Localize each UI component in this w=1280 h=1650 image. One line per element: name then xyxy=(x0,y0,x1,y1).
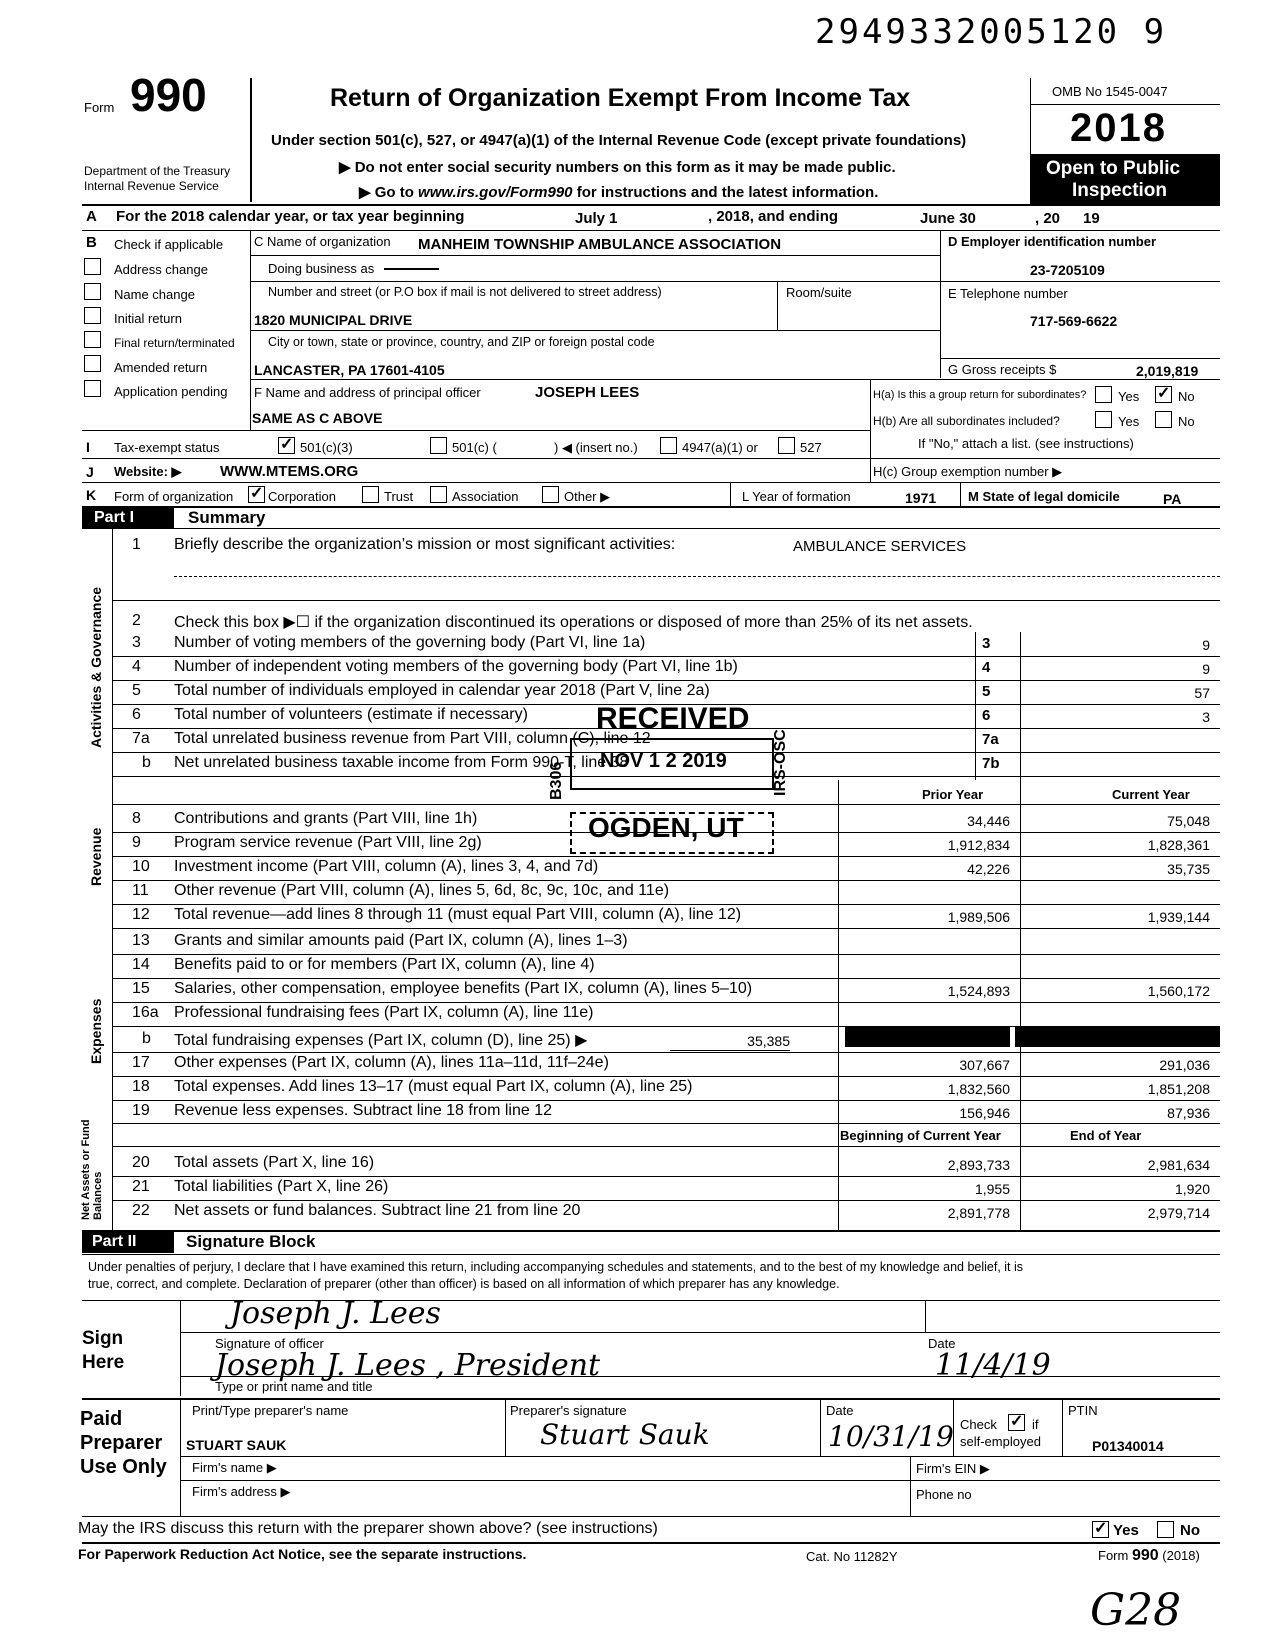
dba-label: Doing business as xyxy=(268,261,375,276)
exp-line-num: 14 xyxy=(132,956,150,973)
address-change-label: Address change xyxy=(114,262,208,277)
gov-line-num: 6 xyxy=(132,706,141,723)
org-name-label: C Name of organization xyxy=(254,234,391,249)
rev-prior-value[interactable]: 34,446 xyxy=(967,813,1010,829)
tax-year-begin[interactable]: July 1 xyxy=(575,210,618,227)
form-subtitle: Under section 501(c), 527, or 4947(a)(1) of the Internal Revenue Code (except private foundations) xyxy=(271,132,967,149)
ha-no-checkbox[interactable] xyxy=(1155,386,1172,403)
rev-prior-value[interactable]: 42,226 xyxy=(967,861,1010,877)
side-exp: Expenses xyxy=(88,998,104,1064)
rev-current-value[interactable]: 1,828,361 xyxy=(1147,837,1210,853)
firm-ein-label: Firm's EIN ▶ xyxy=(916,1461,990,1476)
dept-line1: Department of the Treasury xyxy=(84,164,231,178)
self-employed-checkbox[interactable] xyxy=(1008,1414,1025,1431)
gov-line-num: b xyxy=(142,754,151,771)
hb-yes-checkbox[interactable] xyxy=(1095,411,1112,428)
rev-line-num: 9 xyxy=(132,834,141,851)
inspection: Inspection xyxy=(1072,180,1168,201)
year-formation-label: L Year of formation xyxy=(742,489,851,504)
officer-label: F Name and address of principal officer xyxy=(254,385,481,400)
line-j-label: J xyxy=(86,464,94,480)
exp2-prior-value[interactable]: 307,667 xyxy=(959,1057,1010,1073)
tax-year-end-yr[interactable]: 19 xyxy=(1083,210,1100,227)
gov-line-box: 5 xyxy=(982,683,991,700)
prep-signature[interactable]: Stuart Sauk xyxy=(540,1418,710,1451)
sig-officer-label: Signature of officer xyxy=(215,1336,324,1351)
rev-line-num: 12 xyxy=(132,906,150,923)
exp2-line-num: 19 xyxy=(132,1102,150,1119)
amended-return-checkbox[interactable] xyxy=(84,355,101,372)
prep-name-label: Print/Type preparer's name xyxy=(192,1403,349,1418)
paid-label: Paid xyxy=(80,1408,123,1430)
gov-line-box: 3 xyxy=(982,635,991,652)
insert-no-label: ) ◀ (insert no.) xyxy=(554,440,638,455)
type-print-label: Type or print name and title xyxy=(215,1379,373,1394)
exp2-prior-value[interactable]: 1,832,560 xyxy=(947,1081,1010,1097)
sign-date[interactable]: 11/4/19 xyxy=(935,1348,1051,1383)
sign-label: Sign xyxy=(82,1328,124,1349)
name-change-label: Name change xyxy=(114,287,195,302)
line1-num: 1 xyxy=(132,536,141,553)
initial-return-checkbox[interactable] xyxy=(84,307,101,324)
exp2-current-value[interactable]: 87,936 xyxy=(1167,1105,1210,1121)
footer-form: Form 990 (2018) xyxy=(1098,1547,1200,1564)
stamp-right: IRS-OSC xyxy=(772,729,789,796)
line16b-num: b xyxy=(142,1030,151,1047)
part1-title: Summary xyxy=(188,508,266,527)
line-a-text: For the 2018 calendar year, or tax year beginning xyxy=(116,208,465,225)
exp2-current-value[interactable]: 1,851,208 xyxy=(1147,1081,1210,1097)
perjury-line2: true, correct, and complete. Declaration of preparer (other than officer) is based on all information of which preparer has any knowledge. xyxy=(88,1277,840,1291)
hb-note: If "No," attach a list. (see instructions) xyxy=(918,436,1134,451)
501c-checkbox[interactable] xyxy=(430,437,447,454)
phone-label: E Telephone number xyxy=(948,286,1068,301)
omb-number: OMB No 1545-0047 xyxy=(1052,84,1168,99)
line-a-yr-prefix: , 20 xyxy=(1035,210,1061,227)
line-i-label: I xyxy=(86,439,90,455)
exp-line-num: 15 xyxy=(132,980,150,997)
net-line-num: 22 xyxy=(132,1202,150,1219)
fundraising-expenses[interactable]: 35,385 xyxy=(747,1033,790,1049)
rev-line-num: 8 xyxy=(132,810,141,827)
exp2-current-value[interactable]: 291,036 xyxy=(1159,1057,1210,1073)
rev-prior-value[interactable]: 1,912,834 xyxy=(947,837,1010,853)
trust-checkbox[interactable] xyxy=(362,486,379,503)
col-end-year: End of Year xyxy=(1070,1128,1142,1143)
domicile-label: M State of legal domicile xyxy=(968,489,1120,504)
exp-line-text: Benefits paid to or for members (Part IX, column (A), line 4) xyxy=(174,956,595,973)
street[interactable]: 1820 MUNICIPAL DRIVE xyxy=(254,312,413,328)
trust-label: Trust xyxy=(384,489,414,504)
ein-label: D Employer identification number xyxy=(948,234,1157,249)
exp2-prior-value[interactable]: 156,946 xyxy=(959,1105,1010,1121)
corporation-checkbox[interactable] xyxy=(248,486,265,503)
net-prior-value[interactable]: 1,955 xyxy=(974,1181,1010,1197)
exp2-line-num: 17 xyxy=(132,1054,150,1071)
net-line-text: Total liabilities (Part X, line 26) xyxy=(174,1178,389,1195)
gov-line-box: 7b xyxy=(982,755,1000,772)
ha-yes: Yes xyxy=(1118,389,1140,404)
col-prior-year: Prior Year xyxy=(922,787,984,802)
ha-yes-checkbox[interactable] xyxy=(1095,386,1112,403)
rev-current-value[interactable]: 1,939,144 xyxy=(1147,909,1210,925)
exp-line-num: 13 xyxy=(132,932,150,949)
rev-line-num: 11 xyxy=(132,882,149,899)
application-pending-checkbox[interactable] xyxy=(84,380,101,397)
hb-yes: Yes xyxy=(1118,414,1140,429)
rev-line-text: Total revenue—add lines 8 through 11 (must equal Part VIII, column (A), line 12) xyxy=(174,906,742,923)
gov-line-box: 4 xyxy=(982,659,991,676)
officer-name[interactable]: JOSEPH LEES xyxy=(535,384,640,401)
side-net: Net Assets or Fund Balances xyxy=(80,1119,104,1220)
rev-line-text: Contributions and grants (Part VIII, line 1h) xyxy=(174,810,478,827)
tax-exempt-status-label: Tax-exempt status xyxy=(114,440,220,455)
net-current-value[interactable]: 1,920 xyxy=(1174,1181,1210,1197)
form-title: Return of Organization Exempt From Income Tax xyxy=(330,84,911,112)
shaded-cell-current xyxy=(1015,1027,1220,1047)
preparer-label: Preparer xyxy=(80,1432,163,1454)
ptin[interactable]: P01340014 xyxy=(1092,1438,1164,1454)
col-begin-year: Beginning of Current Year xyxy=(840,1128,1001,1143)
instructions-notice: ▶ Go to www.irs.gov/Form990 for instructions and the latest information. xyxy=(359,184,879,201)
rev-current-value[interactable]: 75,048 xyxy=(1167,813,1210,829)
exp-line-num: 16a xyxy=(132,1004,159,1021)
501c3-checkbox[interactable] xyxy=(278,437,295,454)
final-return-checkbox[interactable] xyxy=(84,331,101,348)
line-k-label: K xyxy=(86,487,97,503)
firm-address-label: Firm's address ▶ xyxy=(192,1484,291,1499)
gov-line-num: 4 xyxy=(132,658,141,675)
stamp-received: RECEIVED xyxy=(596,702,750,735)
discuss-no-checkbox[interactable] xyxy=(1157,1521,1174,1538)
part2-tag: Part II xyxy=(92,1233,137,1250)
amended-return-label: Amended return xyxy=(114,360,208,375)
firm-phone-label: Phone no xyxy=(916,1487,972,1502)
rev-line-text: Investment income (Part VIII, column (A), lines 3, 4, and 7d) xyxy=(174,858,599,875)
line-a-mid: , 2018, and ending xyxy=(708,208,839,225)
perjury-line1: Under penalties of perjury, I declare that I have examined this return, including accompanying schedules and statements, and to the best of my knowledge and belief, it is xyxy=(88,1260,1024,1274)
exp-line-text: Salaries, other compensation, employee benefits (Part IX, column (A), lines 5–10) xyxy=(174,980,753,997)
part1-tag: Part I xyxy=(94,509,135,526)
stamp-city: OGDEN, UT xyxy=(588,812,744,843)
prep-date-label: Date xyxy=(826,1403,854,1418)
city-label: City or town, state or province, country, and ZIP or foreign postal code xyxy=(268,335,655,349)
corporation-label: Corporation xyxy=(268,489,336,504)
dba-dash xyxy=(384,268,439,270)
discuss-no: No xyxy=(1180,1522,1200,1539)
ptin-label: PTIN xyxy=(1068,1403,1098,1418)
gov-line-box: 7a xyxy=(982,731,999,748)
stamp-number: 2949332005120 9 xyxy=(815,12,1168,52)
501c-label: 501(c) ( xyxy=(452,440,497,455)
exp-line-text: Professional fundraising fees (Part IX, column (A), line 11e) xyxy=(174,1004,594,1021)
firm-name-label: Firm's name ▶ xyxy=(192,1460,277,1475)
501c3-label: 501(c)(3) xyxy=(300,440,353,455)
room-label: Room/suite xyxy=(786,285,852,300)
side-rev: Revenue xyxy=(88,827,104,886)
line2-text: Check this box ▶☐ if the organization discontinued its operations or disposed of more than 25% of its net assets. xyxy=(174,614,973,631)
discuss-yes-checkbox[interactable] xyxy=(1092,1521,1109,1538)
name-change-checkbox[interactable] xyxy=(84,283,101,300)
stamp-date: NOV 1 2 2019 xyxy=(600,750,727,772)
officer-address[interactable]: SAME AS C ABOVE xyxy=(252,410,383,426)
prep-name[interactable]: STUART SAUK xyxy=(186,1437,287,1453)
rev-line-text: Program service revenue (Part VIII, line 2g) xyxy=(174,834,482,851)
check-if-applicable: Check if applicable xyxy=(114,237,224,252)
line16b-text: Total fundraising expenses (Part IX, column (D), line 25) ▶ xyxy=(174,1032,588,1049)
discuss-yes: Yes xyxy=(1113,1522,1139,1539)
check-label: Check xyxy=(960,1417,997,1432)
domicile[interactable]: PA xyxy=(1163,491,1182,507)
gov-line-text: Total unrelated business revenue from Part VIII, column (C), line 12 xyxy=(174,730,651,747)
shaded-cell-prior xyxy=(845,1027,1010,1047)
gov-line-text: Number of independent voting members of the governing body (Part VI, line 1b) xyxy=(174,658,738,675)
rev-prior-value[interactable]: 1,989,506 xyxy=(947,909,1010,925)
other-label: Other ▶ xyxy=(564,489,611,504)
here-label: Here xyxy=(82,1352,125,1373)
4947-checkbox[interactable] xyxy=(660,437,677,454)
dept-line2: Internal Revenue Service xyxy=(84,179,219,193)
gov-line-value[interactable]: 9 xyxy=(1202,637,1210,653)
use-only-label: Use Only xyxy=(80,1456,167,1478)
if-label: if xyxy=(1032,1417,1039,1432)
margin-note: G28 xyxy=(1090,1585,1182,1636)
exp2-line-num: 18 xyxy=(132,1078,150,1095)
prep-sig-label: Preparer's signature xyxy=(510,1403,627,1418)
hc-label: H(c) Group exemption number ▶ xyxy=(873,464,1063,479)
gov-line-value[interactable]: 9 xyxy=(1202,661,1210,677)
exp2-line-text: Revenue less expenses. Subtract line 18 from line 12 xyxy=(174,1102,552,1119)
org-name[interactable]: MANHEIM TOWNSHIP AMBULANCE ASSOCIATION xyxy=(418,236,782,253)
application-pending-label: Application pending xyxy=(114,384,228,399)
exp2-line-text: Total expenses. Add lines 13–17 (must equal Part IX, column (A), line 25) xyxy=(174,1078,693,1095)
self-employed-label: self-employed xyxy=(960,1434,1041,1449)
discuss-question: May the IRS discuss this return with the preparer shown above? (see instructions) xyxy=(78,1520,658,1537)
gov-line-text: Number of voting members of the governing body (Part VI, line 1a) xyxy=(174,634,646,651)
ha-label: H(a) Is this a group return for subordinates? xyxy=(873,389,1087,401)
gross-receipts[interactable]: 2,019,819 xyxy=(1136,363,1199,379)
exp-line-text: Grants and similar amounts paid (Part IX, column (A), lines 1–3) xyxy=(174,932,628,949)
col-current-year: Current Year xyxy=(1112,787,1190,802)
ein[interactable]: 23-7205109 xyxy=(1030,262,1105,278)
part2-title: Signature Block xyxy=(186,1232,316,1251)
gov-line-num: 7a xyxy=(132,730,150,747)
line-b-label: B xyxy=(86,234,97,251)
final-return-label: Final return/terminated xyxy=(114,336,235,350)
exp-current-value[interactable]: 1,560,172 xyxy=(1147,983,1210,999)
gov-line-text: Total number of volunteers (estimate if necessary) xyxy=(174,706,528,723)
net-prior-value[interactable]: 2,891,778 xyxy=(947,1205,1010,1221)
gov-line-value[interactable]: 3 xyxy=(1202,709,1210,725)
net-line-num: 20 xyxy=(132,1154,150,1171)
address-change-checkbox[interactable] xyxy=(84,258,101,275)
paperwork-notice: For Paperwork Reduction Act Notice, see the separate instructions. xyxy=(78,1546,527,1562)
association-label: Association xyxy=(452,489,519,504)
mission[interactable]: AMBULANCE SERVICES xyxy=(793,538,967,555)
rev-current-value[interactable]: 35,735 xyxy=(1167,861,1210,877)
officer-signature[interactable]: Joseph J. Lees xyxy=(230,1296,441,1331)
website[interactable]: WWW.MTEMS.ORG xyxy=(220,463,359,480)
prep-date[interactable]: 10/31/19 xyxy=(828,1420,954,1453)
sign-date-label: Date xyxy=(928,1336,956,1351)
rev-line-text: Other revenue (Part VIII, column (A), lines 5, 6d, 8c, 9c, 10c, and 11e) xyxy=(174,882,670,899)
gross-receipts-label: G Gross receipts $ xyxy=(948,362,1057,377)
gov-line-num: 5 xyxy=(132,682,141,699)
other-checkbox[interactable] xyxy=(542,486,559,503)
net-current-value[interactable]: 2,979,714 xyxy=(1147,1205,1210,1221)
527-label: 527 xyxy=(800,440,822,455)
year-formation[interactable]: 1971 xyxy=(905,490,937,506)
line1-text: Briefly describe the organization’s mission or most significant activities: xyxy=(174,536,676,553)
hb-no-checkbox[interactable] xyxy=(1155,411,1172,428)
hb-no: No xyxy=(1178,414,1195,429)
rev-line-num: 10 xyxy=(132,858,150,875)
net-line-num: 21 xyxy=(132,1178,150,1195)
form-number: 990 xyxy=(130,69,207,121)
open-to-public: Open to Public xyxy=(1046,158,1181,179)
tax-year: 2018 xyxy=(1070,106,1167,150)
phone[interactable]: 717-569-6622 xyxy=(1030,313,1118,329)
gov-line-text: Total number of individuals employed in calendar year 2018 (Part V, line 2a) xyxy=(174,682,710,699)
line-a-label: A xyxy=(86,208,97,225)
4947-label: 4947(a)(1) or xyxy=(682,440,758,455)
form-word: Form xyxy=(84,100,115,115)
hb-label: H(b) Are all subordinates included? xyxy=(873,414,1060,428)
net-prior-value[interactable]: 2,893,733 xyxy=(947,1157,1010,1173)
association-checkbox[interactable] xyxy=(430,486,447,503)
net-line-text: Net assets or fund balances. Subtract line 21 from line 20 xyxy=(174,1202,581,1219)
ssn-notice: ▶ Do not enter social security numbers on this form as it may be made public. xyxy=(339,159,896,176)
exp-prior-value[interactable]: 1,524,893 xyxy=(947,983,1010,999)
gov-line-text: Net unrelated business taxable income from Form 990-T, line 38 xyxy=(174,754,629,771)
gov-line-box: 6 xyxy=(982,707,991,724)
ha-no: No xyxy=(1178,389,1195,404)
website-label: Website: ▶ xyxy=(114,464,182,479)
initial-return-label: Initial return xyxy=(114,311,182,326)
city[interactable]: LANCASTER, PA 17601-4105 xyxy=(254,362,445,378)
irs-url[interactable]: www.irs.gov/Form990 xyxy=(418,184,573,201)
527-checkbox[interactable] xyxy=(778,437,795,454)
cat-number: Cat. No 11282Y xyxy=(806,1549,898,1564)
tax-year-end[interactable]: June 30 xyxy=(920,210,976,227)
net-line-text: Total assets (Part X, line 16) xyxy=(174,1154,375,1171)
street-label: Number and street (or P.O box if mail is not delivered to street address) xyxy=(268,285,662,299)
net-current-value[interactable]: 2,981,634 xyxy=(1147,1157,1210,1173)
form-of-org-label: Form of organization xyxy=(114,489,234,504)
side-gov: Activities & Governance xyxy=(88,586,104,748)
gov-line-value[interactable]: 57 xyxy=(1194,685,1210,701)
gov-line-num: 3 xyxy=(132,634,141,651)
exp2-line-text: Other expenses (Part IX, column (A), lines 11a–11d, 11f–24e) xyxy=(174,1054,609,1071)
line2-num: 2 xyxy=(132,612,141,629)
stamp-left: B306 xyxy=(548,761,565,800)
received-stamp xyxy=(540,700,798,855)
officer-name-title[interactable]: Joseph J. Lees , President xyxy=(215,1348,601,1383)
